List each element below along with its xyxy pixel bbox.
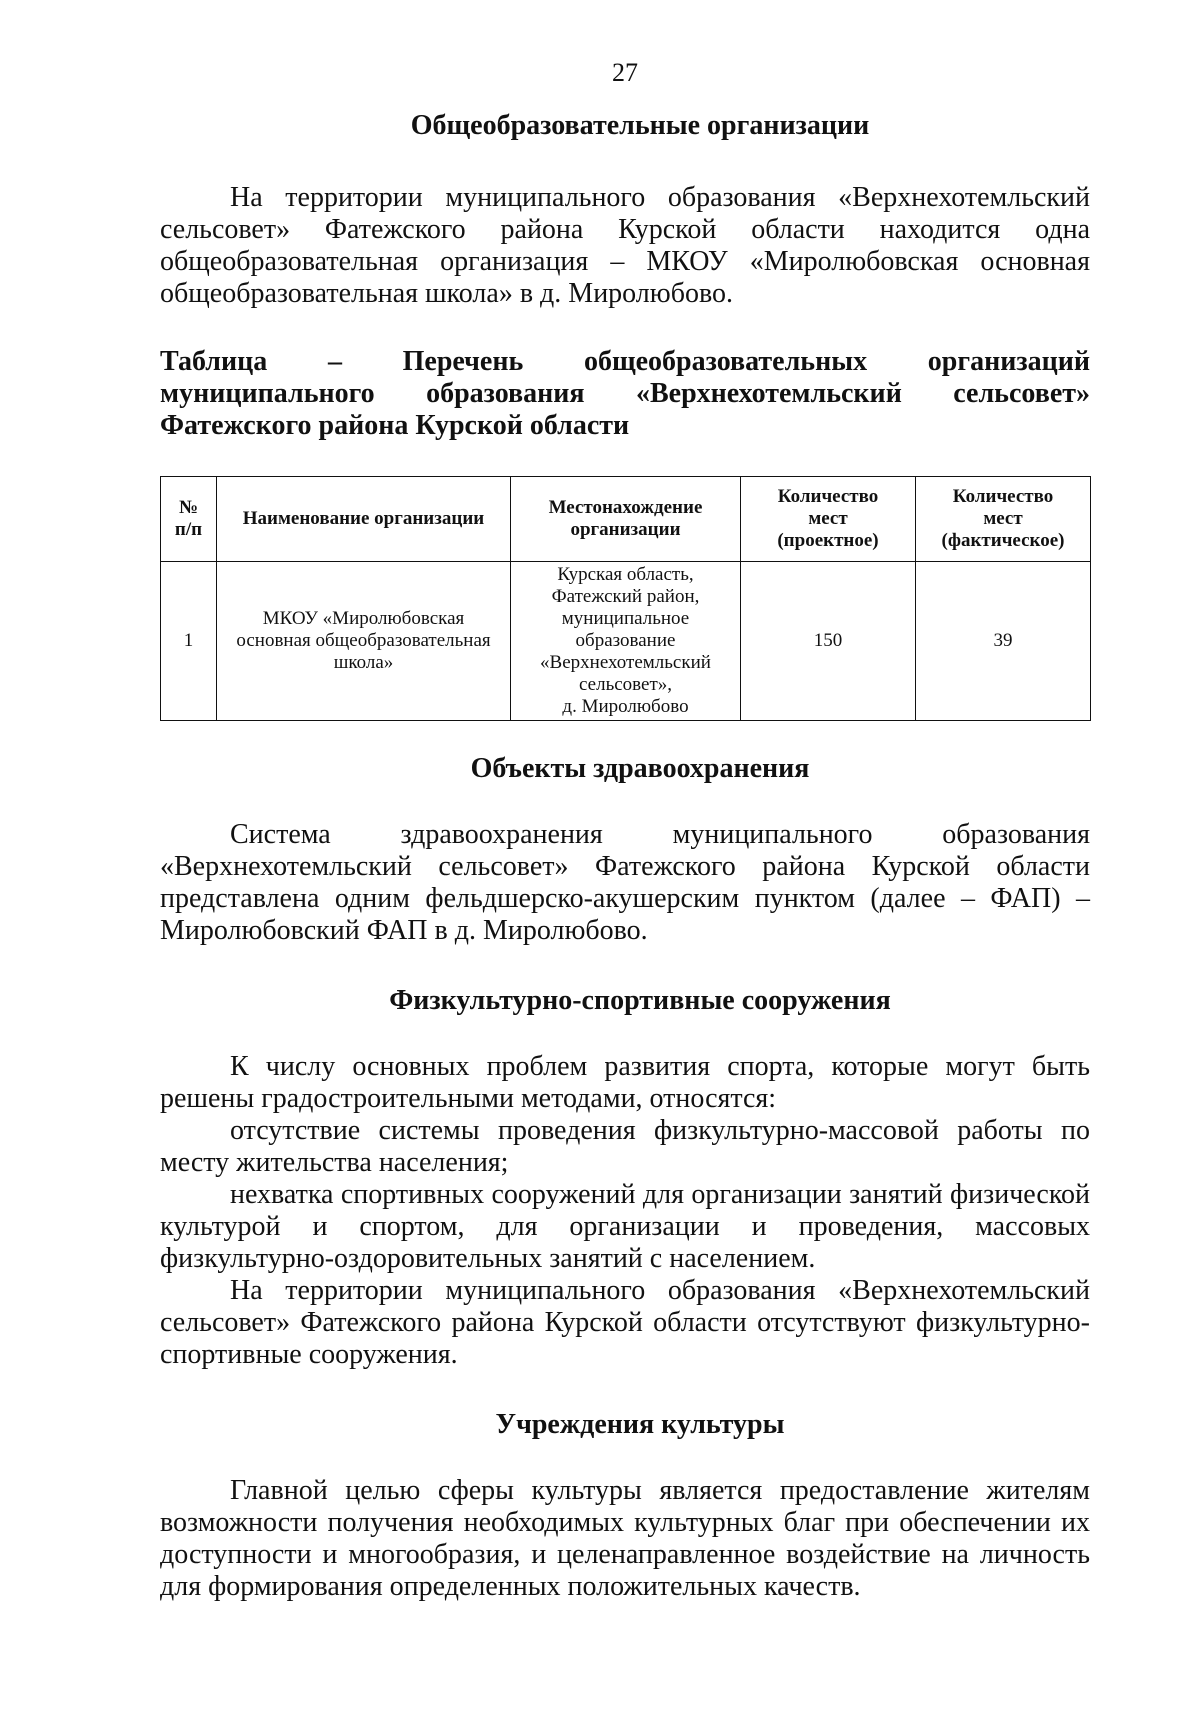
header-capacity-design: Количество мест (проектное) (741, 477, 916, 562)
page-number: 27 (612, 58, 638, 87)
table-header-row (161, 477, 1091, 562)
section-title-health: Объекты здравоохранения (470, 753, 810, 784)
paragraph-sport-absence: На территории муниципального образования «Верхнехотемльский сельсовет» Фатежского района Курской области отсутствуют физкультурно-спортивные сооружения. (160, 1275, 1090, 1370)
paragraph-health: Система здравоохранения муниципального образования «Верхнехотемльский сельсовет» Фатежского района Курской области представлена одним фельдшерско-акушерским пунктом (далее – ФАП) – Миролюбовский ФАП в д. Миролюбово. (160, 819, 1090, 946)
paragraph-sport-problem-1: отсутствие системы проведения физкультурно-массовой работы по месту жительства населения; (160, 1115, 1090, 1178)
paragraph-culture: Главной целью сферы культуры является предоставление жителям возможности получения необходимых культурных благ при обеспечении их доступности и многообразия, и целенаправленное воздействие на личность для формирования определенных положительных качеств. (160, 1475, 1090, 1602)
header-num: № п/п (161, 477, 217, 562)
header-location: Местонахождение организации (511, 477, 741, 562)
cell-num: 1 (161, 562, 217, 721)
organizations-table (160, 476, 1091, 721)
section-title-sport: Физкультурно-спортивные сооружения (389, 985, 891, 1016)
table-row (161, 562, 1091, 721)
header-name: Наименование организации (217, 477, 511, 562)
cell-capacity-actual: 39 (916, 562, 1091, 721)
header-capacity-actual: Количество мест (фактическое) (916, 477, 1091, 562)
section-title-culture: Учреждения культуры (495, 1409, 785, 1440)
page-content (160, 108, 1090, 1603)
paragraph-schools: На территории муниципального образования «Верхнехотемльский сельсовет» Фатежского района Курской области находится одна общеобразовательная организация – МКОУ «Миролюбовская основная общеобразовательная школа» в д. Миролюбово. (160, 182, 1090, 309)
paragraph-sport-intro: К числу основных проблем развития спорта, которые могут быть решены градостроительными методами, относятся: (160, 1051, 1090, 1114)
cell-capacity-design: 150 (741, 562, 916, 721)
cell-name: МКОУ «Миролюбовская основная общеобразовательная школа» (217, 562, 511, 721)
paragraph-sport-problem-2: нехватка спортивных сооружений для организации занятий физической культурой и спортом, для организации и проведения, массовых физкультурно-оздоровительных занятий с населением. (160, 1179, 1090, 1274)
cell-location: Курская область, Фатежский район, муниципальное образование «Верхнехотемльский сельсовет», д. Миролюбово (511, 562, 741, 721)
table-caption: Таблица – Перечень общеобразовательных организаций муниципального образования «Верхнехотемльский сельсовет» Фатежского района Курской области (160, 346, 1090, 441)
section-title-schools: Общеобразовательные организации (410, 110, 870, 141)
